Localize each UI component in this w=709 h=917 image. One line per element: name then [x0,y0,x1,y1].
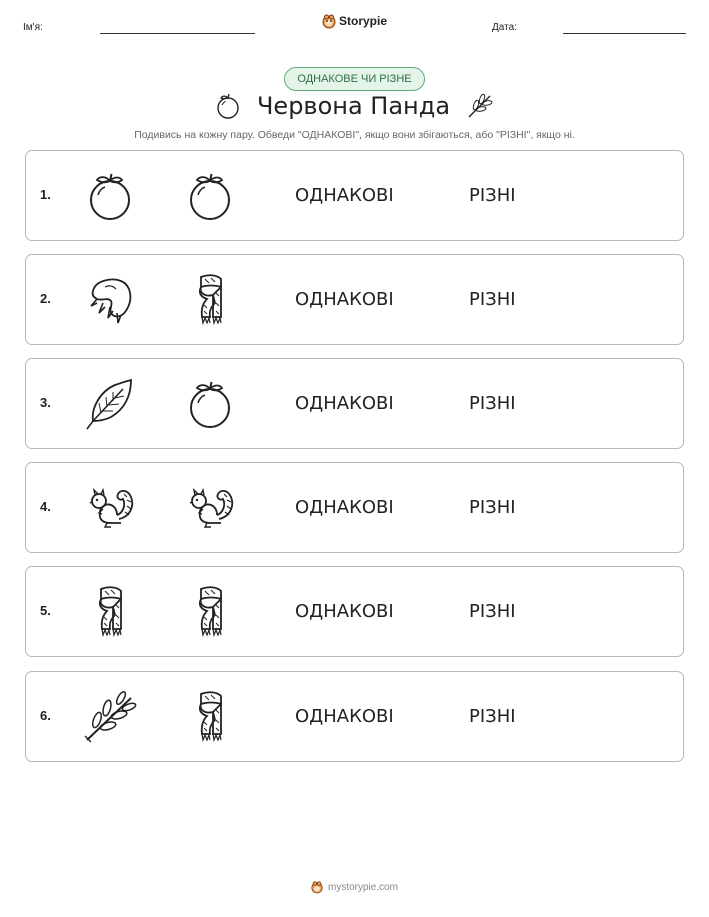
worksheet-type-badge: ОДНАКОВЕ ЧИ РІЗНЕ [284,67,425,91]
squirrel-icon [183,481,237,535]
different-option[interactable]: РІЗНІ [469,289,516,310]
brand-logo [322,13,387,29]
question-row [25,566,684,657]
date-line[interactable] [563,33,686,34]
different-option[interactable]: РІЗНІ [469,497,516,518]
squirrel-icon [83,481,137,535]
question-row [25,254,684,345]
different-option[interactable]: РІЗНІ [469,706,516,727]
question-number: 3. [40,395,51,410]
question-number: 2. [40,291,51,306]
scarf-icon [183,690,237,744]
branch-icon [466,92,494,120]
footer [0,880,709,894]
question-number: 1. [40,187,51,202]
brand-name: Storypie [339,14,388,28]
same-option[interactable]: ОДНАКОВІ [295,706,394,727]
question-number: 6. [40,708,51,723]
instructions: Подивись на кожну пару. Обведи "ОДНАКОВІ", якщо вони збігаються, або "РІЗНІ", якщо ні. [134,129,575,141]
scarf-icon [83,585,137,639]
apple-icon [183,377,237,431]
scarf-icon [183,585,237,639]
paw-icon [83,273,137,327]
question-row [25,150,684,241]
question-row [25,358,684,449]
question-row [25,462,684,553]
same-option[interactable]: ОДНАКОВІ [295,601,394,622]
leaf-icon [83,377,137,431]
storypie-logo-icon [322,13,336,29]
branch-icon [83,690,137,744]
same-option[interactable]: ОДНАКОВІ [295,393,394,414]
apple-icon [215,92,241,120]
same-option[interactable]: ОДНАКОВІ [295,289,394,310]
apple-icon [83,169,137,223]
footer-url[interactable]: mystorypie.com [327,881,398,893]
title-block [0,92,709,120]
same-option[interactable]: ОДНАКОВІ [295,497,394,518]
question-row [25,671,684,762]
name-label: Ім'я: [23,22,43,33]
name-line[interactable] [100,33,255,34]
different-option[interactable]: РІЗНІ [469,185,516,206]
question-number: 4. [40,499,51,514]
storypie-logo-icon [311,880,323,894]
page-title: Червона Панда [256,92,451,120]
different-option[interactable]: РІЗНІ [469,601,516,622]
question-number: 5. [40,603,51,618]
different-option[interactable]: РІЗНІ [469,393,516,414]
apple-icon [183,169,237,223]
same-option[interactable]: ОДНАКОВІ [295,185,394,206]
date-label: Дата: [492,22,517,33]
scarf-icon [183,273,237,327]
